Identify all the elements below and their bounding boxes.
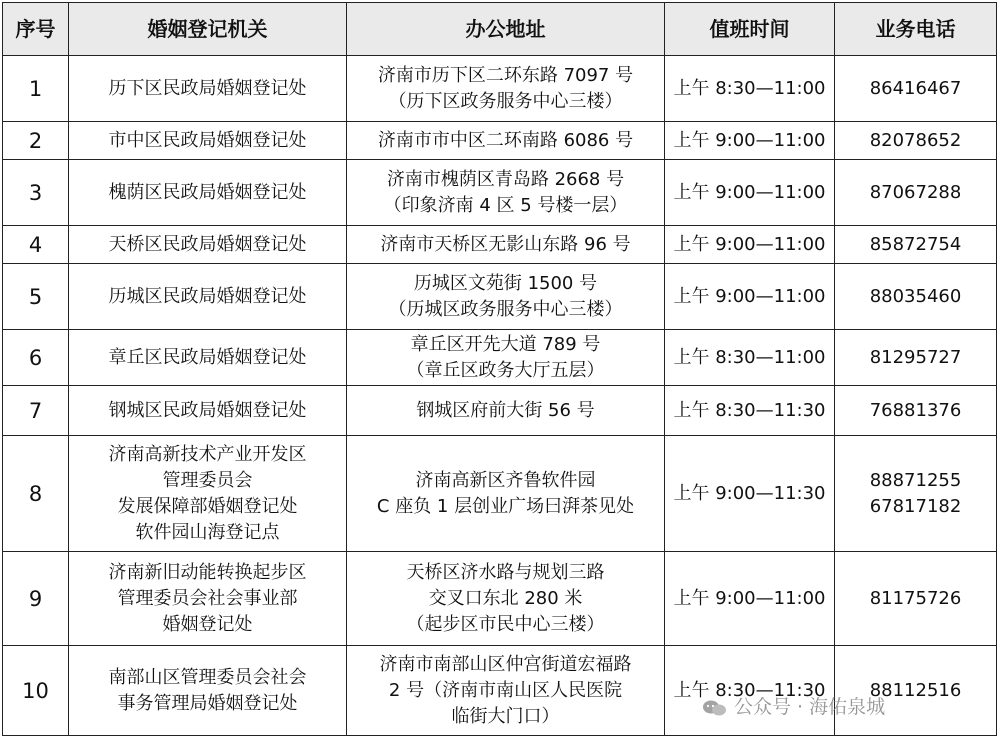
hours-cell: 上午 9:00—11:00 (665, 264, 835, 330)
table-row (3, 330, 997, 386)
phone-cell (835, 122, 997, 160)
office-cell (69, 122, 347, 160)
serial-cell: 5 (3, 264, 69, 330)
phone-cell (835, 436, 997, 552)
cell-line: 济南市天桥区无影山东路 96 号 (380, 233, 631, 255)
cell-line: 历城区民政局婚姻登记处 (108, 285, 307, 307)
header-hours: 值班时间 (665, 3, 835, 56)
cell-line: 86416467 (869, 77, 962, 99)
hours-cell: 上午 8:30—11:00 (665, 56, 835, 122)
serial-cell: 3 (3, 160, 69, 226)
serial-cell: 4 (3, 226, 69, 264)
table-row (3, 56, 997, 122)
cell-line: 历城区文苑街 1500 号 (413, 272, 598, 294)
address-cell (347, 330, 665, 386)
address-cell (347, 264, 665, 330)
table-row (3, 646, 997, 736)
cell-line: （历城区政务服务中心三楼） (388, 298, 623, 320)
cell-line: 济南新旧动能转换起步区 (108, 561, 307, 583)
hours-cell: 上午 9:00—11:00 (665, 122, 835, 160)
hours-cell: 上午 9:00—11:00 (665, 160, 835, 226)
cell-line: 88112516 (869, 679, 962, 701)
office-cell (69, 436, 347, 552)
office-cell (69, 646, 347, 736)
cell-line: 交叉口东北 280 米 (428, 587, 583, 609)
table-row (3, 436, 997, 552)
address-cell (347, 56, 665, 122)
table-row (3, 122, 997, 160)
watermark (702, 692, 885, 719)
table-row (3, 160, 997, 226)
address-cell (347, 646, 665, 736)
cell-line: 章丘区民政局婚姻登记处 (108, 346, 307, 368)
cell-line: C 座负 1 层创业广场曰湃茶见处 (376, 495, 635, 517)
cell-line: 发展保障部婚姻登记处 (117, 495, 298, 517)
cell-line: 85872754 (869, 233, 962, 255)
cell-line: 67817182 (869, 495, 962, 517)
cell-line: 88035460 (869, 285, 962, 307)
cell-line: 婚姻登记处 (162, 613, 253, 635)
table-row (3, 386, 997, 436)
watermark-text: 公众号 · 海佑泉城 (734, 696, 886, 718)
cell-line: （起步区市民中心三楼） (406, 613, 605, 635)
serial-cell: 2 (3, 122, 69, 160)
phone-cell (835, 264, 997, 330)
table-row (3, 226, 997, 264)
table-header-row (3, 3, 997, 56)
cell-line: （印象济南 4 区 5 号楼一层） (383, 194, 628, 216)
cell-line: 88871255 (869, 469, 962, 491)
header-office: 婚姻登记机关 (69, 3, 347, 56)
cell-line: 天桥区民政局婚姻登记处 (108, 233, 307, 255)
cell-line: 2 号（济南市南山区人民医院 (388, 679, 623, 701)
cell-line: 81175726 (869, 587, 962, 609)
office-cell (69, 386, 347, 436)
cell-line: 历下区民政局婚姻登记处 (108, 77, 307, 99)
table-row (3, 264, 997, 330)
cell-line: 天桥区济水路与规划三路 (406, 561, 605, 583)
office-cell (69, 264, 347, 330)
phone-cell (835, 160, 997, 226)
cell-line: 管理委员会 (162, 469, 253, 491)
cell-line: 济南市市中区二环南路 6086 号 (377, 129, 634, 151)
phone-cell (835, 552, 997, 646)
hours-cell: 上午 8:30—11:00 (665, 330, 835, 386)
address-cell (347, 552, 665, 646)
address-cell (347, 386, 665, 436)
hours-cell: 上午 8:30—11:30 (665, 646, 835, 736)
table-row (3, 552, 997, 646)
address-cell (347, 226, 665, 264)
serial-cell: 8 (3, 436, 69, 552)
cell-line: 济南高新区齐鲁软件园 (415, 469, 596, 491)
office-cell (69, 226, 347, 264)
cell-line: 81295727 (869, 346, 962, 368)
serial-cell: 10 (3, 646, 69, 736)
table-body (3, 56, 997, 736)
cell-line: 章丘区开先大道 789 号 (410, 333, 601, 355)
hours-cell: 上午 9:00—11:00 (665, 552, 835, 646)
cell-line: 软件园山海登记点 (135, 521, 280, 543)
cell-line: 济南市槐荫区青岛路 2668 号 (386, 168, 625, 190)
phone-cell (835, 56, 997, 122)
cell-line: （章丘区政务大厅五层） (406, 359, 605, 381)
office-cell (69, 160, 347, 226)
serial-cell: 1 (3, 56, 69, 122)
hours-cell: 上午 9:00—11:30 (665, 436, 835, 552)
cell-line: 管理委员会社会事业部 (117, 587, 298, 609)
cell-line: 南部山区管理委员会社会 (108, 666, 307, 688)
hours-cell: 上午 8:30—11:30 (665, 386, 835, 436)
cell-line: 事务管理局婚姻登记处 (117, 692, 298, 714)
header-phone: 业务电话 (835, 3, 997, 56)
phone-cell (835, 330, 997, 386)
header-serial: 序号 (3, 3, 69, 56)
serial-cell: 9 (3, 552, 69, 646)
address-cell (347, 122, 665, 160)
cell-line: 济南市历下区二环东路 7097 号 (377, 64, 634, 86)
cell-line: 临街大门口） (451, 705, 560, 727)
phone-cell (835, 646, 997, 736)
cell-line: 87067288 (869, 181, 962, 203)
address-cell (347, 436, 665, 552)
serial-cell: 7 (3, 386, 69, 436)
cell-line: 槐荫区民政局婚姻登记处 (108, 181, 307, 203)
office-cell (69, 56, 347, 122)
marriage-registry-table (2, 2, 997, 736)
cell-line: 钢城区府前大街 56 号 (416, 399, 595, 421)
cell-line: 济南高新技术产业开发区 (108, 443, 307, 465)
cell-line: （历下区政务服务中心三楼） (388, 90, 623, 112)
hours-cell: 上午 9:00—11:00 (665, 226, 835, 264)
phone-cell (835, 386, 997, 436)
wechat-icon (702, 699, 728, 717)
cell-line: 济南市南部山区仲宫街道宏福路 (379, 653, 632, 675)
cell-line: 钢城区民政局婚姻登记处 (108, 399, 307, 421)
address-cell (347, 160, 665, 226)
cell-line: 市中区民政局婚姻登记处 (108, 129, 307, 151)
cell-line: 76881376 (869, 399, 962, 421)
office-cell (69, 330, 347, 386)
cell-line: 82078652 (869, 129, 962, 151)
header-address: 办公地址 (347, 3, 665, 56)
serial-cell: 6 (3, 330, 69, 386)
phone-cell (835, 226, 997, 264)
office-cell (69, 552, 347, 646)
